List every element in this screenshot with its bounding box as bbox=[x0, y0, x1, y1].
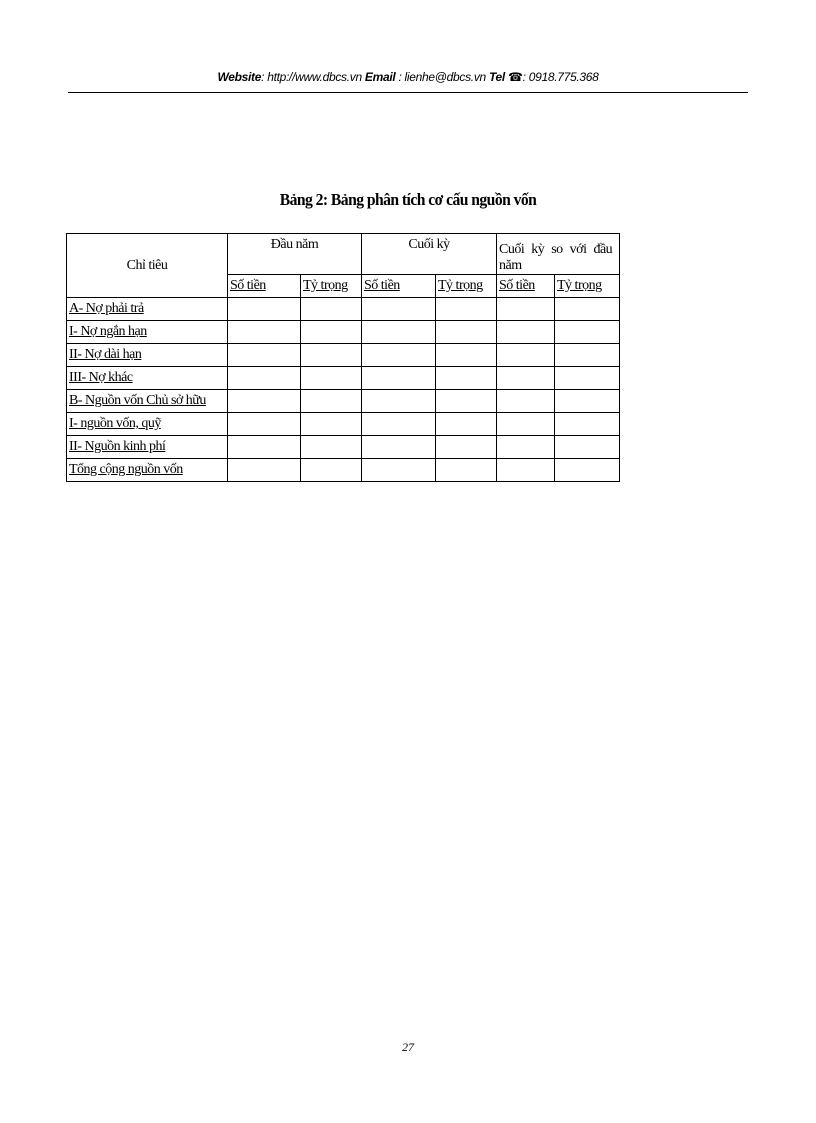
table-cell bbox=[436, 413, 497, 436]
row-label: A- Nợ phải trả bbox=[67, 298, 228, 321]
subheader-cell: Tỷ trọng bbox=[555, 275, 620, 298]
page-header bbox=[68, 70, 748, 84]
row-label: B- Nguồn vốn Chủ sở hữu bbox=[67, 390, 228, 413]
group-header: Cuối kỳ bbox=[362, 234, 497, 275]
table-cell bbox=[436, 390, 497, 413]
page-number: 27 bbox=[402, 1040, 414, 1054]
table-cell bbox=[362, 413, 436, 436]
table-cell bbox=[497, 413, 555, 436]
table-cell bbox=[301, 367, 362, 390]
table-cell bbox=[362, 390, 436, 413]
table-cell bbox=[228, 344, 301, 367]
table-cell bbox=[497, 321, 555, 344]
table-cell bbox=[301, 321, 362, 344]
row-label: Tổng cộng nguồn vốn bbox=[67, 459, 228, 482]
table-cell bbox=[362, 298, 436, 321]
table-cell bbox=[228, 390, 301, 413]
email-label: Email bbox=[364, 70, 396, 84]
website-label: Website bbox=[217, 70, 262, 84]
website-value: : http://www.dbcs.vn bbox=[261, 70, 362, 84]
table-cell bbox=[497, 344, 555, 367]
table-cell bbox=[497, 436, 555, 459]
table-cell bbox=[497, 390, 555, 413]
row-label: I- nguồn vốn, quỹ bbox=[67, 413, 228, 436]
group-header: Đầu năm bbox=[228, 234, 362, 275]
table-cell bbox=[555, 459, 620, 482]
header-divider bbox=[68, 92, 748, 93]
table-title: Bảng 2: Bảng phân tích cơ cấu nguồn vốn bbox=[279, 190, 537, 209]
table-cell bbox=[362, 436, 436, 459]
table-cell bbox=[497, 459, 555, 482]
row-label: II- Nguồn kinh phí bbox=[67, 436, 228, 459]
table-row bbox=[67, 390, 620, 413]
table-row bbox=[67, 298, 620, 321]
tel-value: : 0918.775.368 bbox=[522, 70, 599, 84]
table-cell bbox=[555, 436, 620, 459]
table-cell bbox=[301, 413, 362, 436]
group-header: Cuối kỳ so với đầu năm bbox=[497, 234, 620, 275]
table-row bbox=[67, 459, 620, 482]
table-cell bbox=[362, 344, 436, 367]
row-label: I- Nợ ngắn hạn bbox=[67, 321, 228, 344]
table-cell bbox=[436, 344, 497, 367]
table-cell bbox=[301, 344, 362, 367]
telephone-icon: ☎ bbox=[508, 70, 523, 84]
row-label: II- Nợ dài hạn bbox=[67, 344, 228, 367]
table-cell bbox=[362, 459, 436, 482]
table-header-row bbox=[67, 234, 620, 275]
table-cell bbox=[555, 367, 620, 390]
table-cell bbox=[228, 459, 301, 482]
table-row bbox=[67, 344, 620, 367]
table-cell bbox=[228, 298, 301, 321]
table-cell bbox=[436, 298, 497, 321]
table-cell bbox=[301, 298, 362, 321]
table-cell bbox=[228, 367, 301, 390]
corner-header: Chỉ tiêu bbox=[67, 234, 228, 298]
table-cell bbox=[436, 321, 497, 344]
table-row bbox=[67, 436, 620, 459]
subheader-cell: Số tiền bbox=[362, 275, 436, 298]
capital-structure-table bbox=[66, 233, 620, 482]
table-cell bbox=[497, 367, 555, 390]
table-cell bbox=[497, 298, 555, 321]
table-cell bbox=[362, 321, 436, 344]
table-cell bbox=[555, 298, 620, 321]
email-value: : lienhe@dbcs.vn bbox=[398, 70, 486, 84]
subheader-cell: Số tiền bbox=[497, 275, 555, 298]
table-cell bbox=[228, 321, 301, 344]
table-cell bbox=[301, 390, 362, 413]
subheader-cell: Tỷ trọng bbox=[436, 275, 497, 298]
table-cell bbox=[555, 344, 620, 367]
table-row bbox=[67, 321, 620, 344]
tel-label: Tel bbox=[488, 70, 505, 84]
table-cell bbox=[228, 436, 301, 459]
table-row bbox=[67, 367, 620, 390]
table-cell bbox=[301, 459, 362, 482]
subheader-cell: Số tiền bbox=[228, 275, 301, 298]
row-label: III- Nợ khác bbox=[67, 367, 228, 390]
table-row bbox=[67, 413, 620, 436]
table-cell bbox=[555, 321, 620, 344]
table-cell bbox=[555, 413, 620, 436]
table-cell bbox=[436, 367, 497, 390]
table-cell bbox=[436, 436, 497, 459]
subheader-cell: Tỷ trọng bbox=[301, 275, 362, 298]
table-cell bbox=[555, 390, 620, 413]
table-cell bbox=[362, 367, 436, 390]
table-cell bbox=[301, 436, 362, 459]
table-cell bbox=[228, 413, 301, 436]
table-cell bbox=[436, 459, 497, 482]
